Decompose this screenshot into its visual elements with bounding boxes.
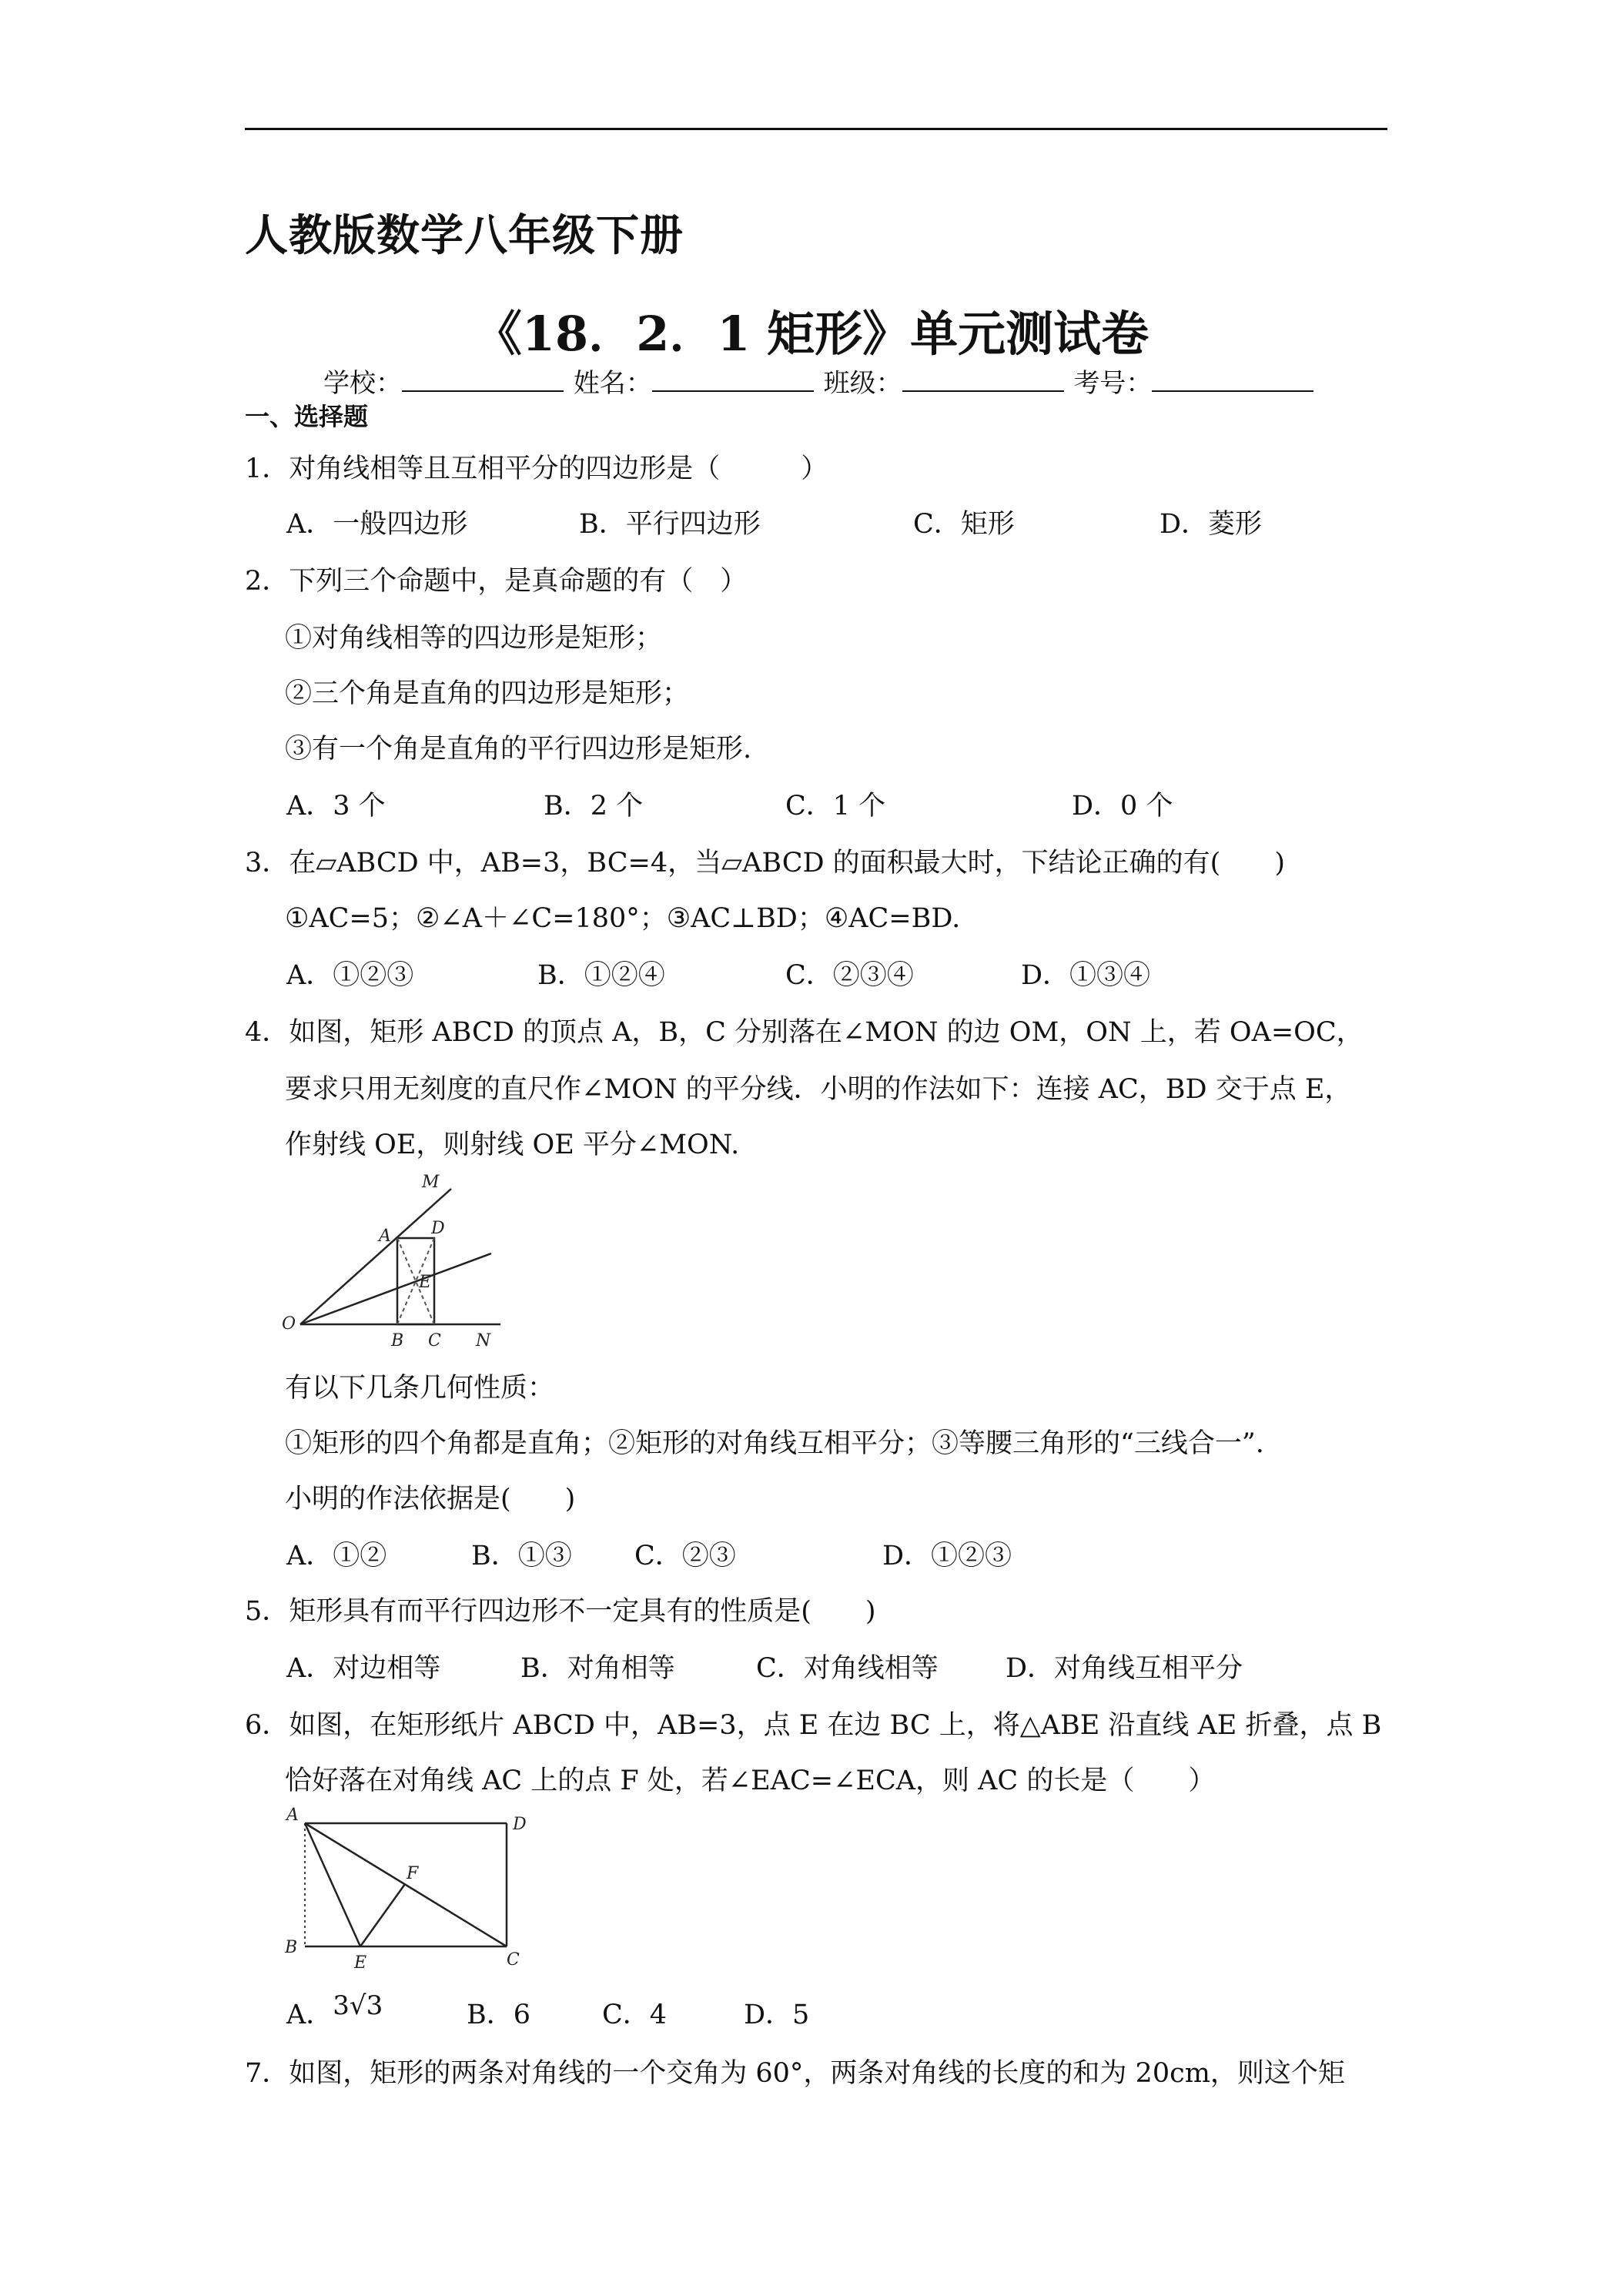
q4-option-c: C．②③	[634, 1541, 736, 1571]
q6-option-a-math: 3√3	[333, 1990, 383, 2021]
q3-option-b: B．①②④	[537, 960, 665, 991]
q4-ray-oe	[300, 1253, 491, 1324]
q6-label-c: C	[507, 1950, 520, 1970]
q4-label-o: O	[282, 1314, 296, 1334]
q4-item-2: ①矩形的四个角都是直角；②矩形的对角线互相平分；③等腰三角形的“三线合一”.	[285, 1428, 1264, 1459]
q2-item-2: ②三个角是直角的四边形是矩形；	[285, 678, 690, 709]
q3-stem: 3．在▱ABCD 中，AB=3，BC=4，当▱ABCD 的面积最大时，下结论正确的有( )	[245, 848, 1285, 879]
q2-stem: 2．下列三个命题中，是真命题的有（ ）	[245, 566, 748, 597]
q6-option-b: B．6	[467, 2000, 530, 2030]
q6-diagonal-ac	[305, 1823, 507, 1946]
document-title: 人教版数学八年级下册	[245, 211, 684, 261]
q4-label-m: M	[422, 1173, 440, 1192]
q4-label-c: C	[428, 1331, 441, 1350]
q5-option-c: C．对角线相等	[756, 1653, 939, 1684]
q6-option-a	[286, 1990, 383, 2030]
q4-option-d: D．①②③	[882, 1541, 1012, 1571]
info-school-blank[interactable]	[402, 369, 564, 392]
q4-label-e: E	[419, 1273, 432, 1292]
q6-segment-ef	[360, 1884, 405, 1946]
q4-label-a: A	[379, 1227, 391, 1246]
q1-option-d: D．菱形	[1160, 509, 1263, 540]
q5-option-b: B．对角相等	[520, 1653, 675, 1684]
q2-option-d: D．0 个	[1072, 791, 1173, 822]
q4-label-d: D	[431, 1219, 445, 1238]
q6-label-b: B	[285, 1938, 298, 1957]
q4-figure	[277, 1170, 524, 1355]
q4-label-n: N	[476, 1331, 491, 1350]
q1-option-c: C．矩形	[913, 509, 1015, 540]
q4-stem-line1: 4．如图，矩形 ABCD 的顶点 A，B，C 分别落在∠MON 的边 OM，ON 上，若 OA=OC，	[245, 1017, 1364, 1048]
info-name-label: 姓名：	[573, 368, 652, 399]
q2-option-b: B．2 个	[544, 791, 644, 822]
section-title: 一、选择题	[245, 402, 369, 431]
q3-option-d: D．①③④	[1021, 960, 1151, 991]
q4-stem-line3: 作射线 OE，则射线 OE 平分∠MON.	[285, 1130, 740, 1160]
q4-option-a: A．①②	[286, 1541, 387, 1571]
q1-stem: 1．对角线相等且互相平分的四边形是（ ）	[245, 454, 828, 484]
q6-stem-line2: 恰好落在对角线 AC 上的点 F 处，若∠EAC=∠ECA，则 AC 的长是（ ）	[285, 1766, 1216, 1796]
q1-option-a: A．一般四边形	[286, 509, 468, 540]
info-name-blank[interactable]	[652, 369, 814, 392]
info-class-blank[interactable]	[902, 369, 1064, 392]
top-rule	[245, 128, 1387, 130]
q4-item-3: 小明的作法依据是( )	[285, 1484, 576, 1514]
q7-stem: 7．如图，矩形的两条对角线的一个交角为 60°，两条对角线的长度的和为 20cm，则这个矩	[245, 2058, 1345, 2089]
q5-stem: 5．矩形具有而平行四边形不一定具有的性质是( )	[245, 1596, 876, 1627]
q6-label-d: D	[513, 1815, 527, 1834]
q6-option-a-label: A．	[286, 2000, 333, 2030]
q5-option-d: D．对角线互相平分	[1006, 1653, 1243, 1684]
info-class-label: 班级：	[823, 368, 902, 399]
q2-item-3: ③有一个角是直角的平行四边形是矩形.	[285, 734, 752, 765]
q4-item-1: 有以下几条几何性质：	[285, 1373, 555, 1404]
q6-label-a: A	[286, 1806, 299, 1825]
q2-option-c: C．1 个	[785, 791, 886, 822]
document-subtitle: 《18．2．1 矩形》单元测试卷	[474, 306, 1149, 362]
q5-option-a: A．对边相等	[286, 1653, 441, 1684]
student-info-line	[323, 362, 1315, 400]
q4-label-b: B	[391, 1331, 404, 1350]
q6-fold-ae	[305, 1823, 360, 1946]
q6-option-d: D．5	[744, 2000, 810, 2030]
info-school-label: 学校：	[323, 368, 402, 399]
q6-stem-line1: 6．如图，在矩形纸片 ABCD 中，AB=3，点 E 在边 BC 上，将△ABE 沿直线 AE 折叠，点 B	[245, 1710, 1382, 1741]
q4-ray-om	[300, 1189, 451, 1324]
q1-option-b: B．平行四边形	[579, 509, 761, 540]
q6-figure	[277, 1802, 539, 1973]
q3-option-a: A．①②③	[286, 960, 414, 991]
info-number-label: 考号：	[1073, 368, 1153, 399]
q4-stem-line2: 要求只用无刻度的直尺作∠MON 的平分线．小明的作法如下：连接 AC，BD 交于点 E，	[285, 1074, 1352, 1105]
info-number-blank[interactable]	[1152, 369, 1313, 392]
q3-item-1: ①AC=5；②∠A＋∠C=180°；③AC⊥BD；④AC=BD.	[285, 903, 961, 934]
q6-option-c: C．4	[602, 2000, 668, 2030]
q2-item-1: ①对角线相等的四边形是矩形；	[285, 623, 663, 654]
q4-option-b: B．①③	[471, 1541, 572, 1571]
q6-label-f: F	[407, 1864, 419, 1883]
q2-option-a: A．3 个	[286, 791, 386, 822]
q3-option-c: C．②③④	[785, 960, 914, 991]
q6-label-e: E	[354, 1953, 367, 1973]
